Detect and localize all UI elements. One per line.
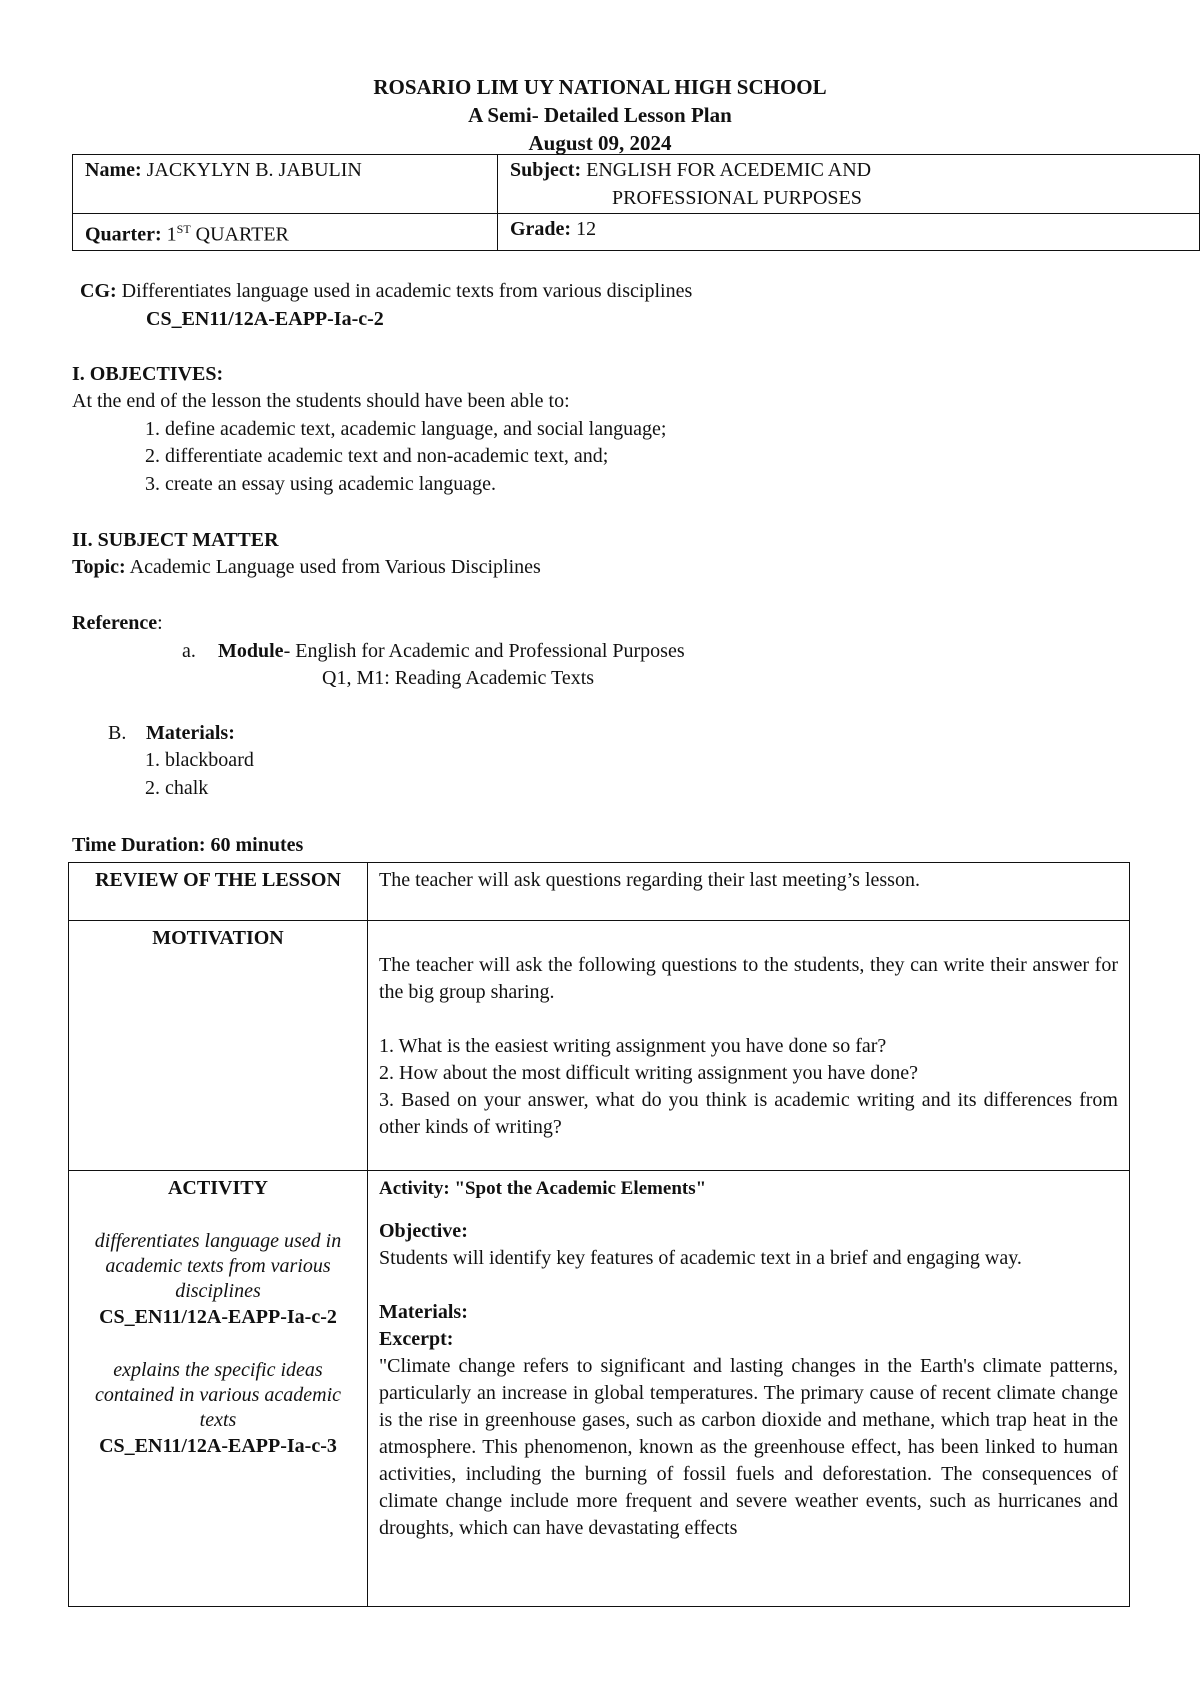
review-label: REVIEW OF THE LESSON: [69, 863, 368, 921]
subject-value-line1: ENGLISH FOR ACEDEMIC AND: [586, 159, 872, 181]
activity-cell: [368, 1171, 1130, 1607]
motivation-question-2: 2. How about the most difficult writing assignment you have done?: [379, 1062, 918, 1084]
material-item-2: 2. chalk: [145, 777, 209, 799]
motivation-intro: The teacher will ask the following questions to the students, they can write their answer for the big group sharing.: [379, 954, 1118, 1003]
reference-line: [72, 612, 163, 635]
topic-label: Topic:: [72, 556, 126, 578]
activity-label: ACTIVITY: [167, 1177, 269, 1199]
quarter-cell: [73, 214, 498, 251]
quarter-value: QUARTER: [190, 223, 289, 246]
review-text: The teacher will ask questions regarding their last meeting’s lesson.: [368, 863, 1130, 921]
topic-value: Academic Language used from Various Disciplines: [129, 556, 541, 578]
grade-cell: [498, 214, 1200, 251]
motivation-label: MOTIVATION: [69, 921, 368, 1171]
school-name: ROSARIO LIM UY NATIONAL HIGH SCHOOL: [373, 75, 827, 99]
objective-label: Objective:: [379, 1220, 468, 1242]
subject-matter-heading: II. SUBJECT MATTER: [72, 529, 279, 551]
document-type: A Semi- Detailed Lesson Plan: [468, 103, 732, 127]
document-date: August 09, 2024: [528, 131, 672, 155]
material-item-1: 1. blackboard: [145, 749, 254, 771]
motivation-question-1: 1. What is the easiest writing assignment you have done so far?: [379, 1035, 887, 1057]
reference-module: [218, 640, 685, 663]
objective-text: Students will identify key features of academic text in a brief and engaging way.: [379, 1247, 1022, 1269]
objective-item-1: 1. define academic text, academic language, and social language;: [145, 418, 667, 440]
grade-label: Grade:: [510, 218, 572, 240]
quarter-number: 1: [166, 223, 177, 246]
activity-competency-2: explains the specific ideas contained in various academic texts: [94, 1359, 342, 1431]
motivation-question-3: 3. Based on your answer, what do you think is academic writing and its differences from other kinds of writing?: [379, 1089, 1118, 1138]
cg-label: CG:: [80, 280, 117, 302]
objectives-intro: At the end of the lesson the students should have been able to:: [72, 390, 570, 412]
lesson-plan-table: [68, 862, 1130, 1607]
name-label: Name:: [85, 159, 142, 181]
topic-line: [72, 556, 541, 579]
reference-colon: :: [157, 612, 163, 634]
cg-line: [80, 280, 692, 303]
objective-item-3: 3. create an essay using academic language.: [145, 473, 496, 495]
activity-competency-1: differentiates language used in academic texts from various disciplines: [94, 1230, 342, 1302]
activity-code-1: CS_EN11/12A-EAPP-Ia-c-2: [99, 1306, 337, 1328]
cg-text: Differentiates language used in academic texts from various disciplines: [121, 280, 693, 302]
module-label: Module: [218, 640, 284, 662]
materials-label: Materials:: [146, 722, 235, 744]
cg-code: CS_EN11/12A-EAPP-Ia-c-2: [146, 308, 384, 330]
motivation-cell: [368, 921, 1130, 1171]
objective-item-2: 2. differentiate academic text and non-academic text, and;: [145, 445, 609, 467]
grade-value: 12: [576, 218, 597, 240]
activity-title: Activity: "Spot the Academic Elements": [379, 1178, 707, 1199]
reference-marker: a.: [182, 640, 196, 662]
activity-materials-label: Materials:: [379, 1301, 468, 1323]
reference-label: Reference: [72, 612, 158, 634]
excerpt-label: Excerpt:: [379, 1328, 454, 1350]
name-cell: [73, 155, 498, 214]
objectives-heading: I. OBJECTIVES:: [72, 363, 224, 385]
quarter-superscript: ST: [176, 222, 191, 236]
module-text: - English for Academic and Professional Purposes: [283, 640, 685, 662]
subject-label: Subject:: [510, 159, 582, 181]
subject-cell: [498, 155, 1200, 214]
activity-label-cell: [69, 1171, 368, 1607]
reference-line2: Q1, M1: Reading Academic Texts: [322, 667, 595, 689]
materials-marker: B.: [108, 722, 127, 744]
name-value: JACKYLYN B. JABULIN: [146, 159, 362, 181]
activity-code-2: CS_EN11/12A-EAPP-Ia-c-3: [99, 1435, 337, 1457]
info-table: [72, 154, 1200, 251]
time-duration: Time Duration: 60 minutes: [72, 834, 304, 856]
excerpt-text: "Climate change refers to significant and lasting changes in the Earth's climate patterns, particularly an increase in global temperatures. The primary cause of recent climate change is the rise in greenhouse gases, such as carbon dioxide and methane, which trap heat in the atmosphere. This phenomenon, known as the greenhouse effect, has been linked to human activities, including the burning of fossil fuels and deforestation. The consequences of climate change include more frequent and severe weather events, such as hurricanes and droughts, which can have devastating effects: [379, 1355, 1118, 1539]
subject-value-line2: PROFESSIONAL PURPOSES: [612, 187, 862, 209]
quarter-label: Quarter:: [85, 223, 162, 246]
